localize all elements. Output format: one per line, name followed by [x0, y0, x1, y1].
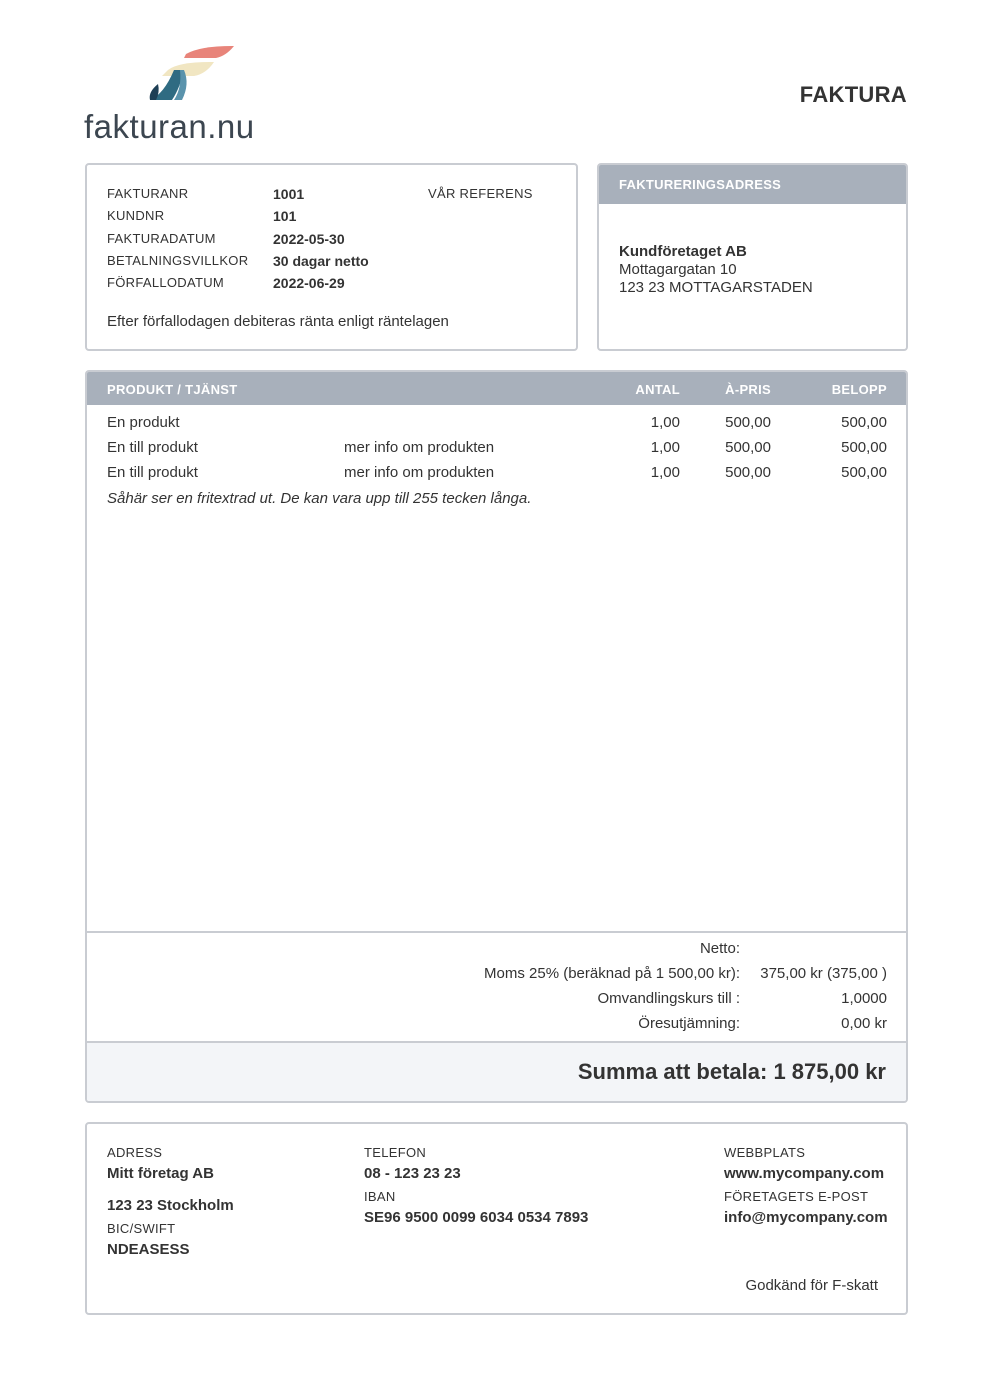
item-amount: 500,00	[841, 464, 887, 481]
summary-value-rounding: 0,00 kr	[841, 1015, 887, 1032]
company-logo	[84, 44, 284, 148]
item-qty: 1,00	[650, 414, 680, 431]
payment-terms: 30 dagar netto	[273, 253, 369, 269]
summary-label-vat: Moms 25% (beräknad på 1 500,00 kr):	[484, 965, 740, 982]
summary-label-netto: Netto:	[699, 940, 740, 957]
item-qty: 1,00	[650, 439, 680, 456]
item-unit-price: 500,00	[725, 464, 771, 481]
footer-company: Mitt företag AB	[107, 1165, 214, 1182]
invoice-number: 1001	[273, 186, 305, 202]
field-label: FÖRFALLODATUM	[107, 275, 225, 290]
item-name: En till produkt	[107, 464, 198, 481]
item-name: En produkt	[107, 414, 180, 431]
column-header-product: PRODUKT / TJÄNST	[107, 382, 238, 397]
summary-value-vat: 375,00 kr (375,00 )	[760, 965, 887, 982]
billing-street: Mottagargatan 10	[619, 261, 737, 278]
summary-divider	[87, 931, 906, 933]
total-band	[87, 1041, 906, 1103]
field-label: FAKTURADATUM	[107, 231, 216, 246]
item-unit-price: 500,00	[725, 414, 771, 431]
summary-label-rounding: Öresutjämning:	[638, 1015, 740, 1032]
table-row	[87, 464, 906, 489]
line-items-panel	[85, 370, 908, 1103]
table-row	[87, 439, 906, 464]
footer-web: www.mycompany.com	[724, 1165, 885, 1182]
interest-note: Efter förfallodagen debiteras ränta enligt räntelagen	[107, 313, 449, 330]
item-info: mer info om produkten	[344, 439, 495, 456]
reference-label: VÅR REFERENS	[428, 186, 533, 201]
free-text-row: Såhär ser en fritextrad ut. De kan vara upp till 255 tecken långa.	[107, 490, 532, 507]
f-tax-note: Godkänd för F-skatt	[745, 1277, 878, 1294]
footer-iban-label: IBAN	[364, 1189, 396, 1204]
summary-value-exchange-rate: 1,0000	[841, 990, 887, 1007]
footer-email-label: FÖRETAGETS E-POST	[724, 1189, 869, 1204]
footer-phone-label: TELEFON	[364, 1145, 427, 1160]
customer-number: 101	[273, 208, 297, 224]
item-amount: 500,00	[841, 439, 887, 456]
billing-address-panel	[597, 163, 908, 351]
table-row	[87, 414, 906, 439]
column-header-amount: BELOPP	[831, 382, 887, 397]
footer-email: info@mycompany.com	[724, 1209, 888, 1226]
field-label: FAKTURANR	[107, 186, 189, 201]
items-table-header	[87, 372, 906, 405]
footer-bic: NDEASESS	[107, 1241, 190, 1258]
billing-company: Kundföretaget AB	[619, 243, 747, 260]
summary-label-exchange-rate: Omvandlingskurs till :	[597, 990, 740, 1007]
field-label: BETALNINGSVILLKOR	[107, 253, 249, 268]
column-header-unit-price: À-PRIS	[725, 382, 771, 397]
company-footer-panel	[85, 1122, 908, 1315]
field-label: KUNDNR	[107, 208, 165, 223]
footer-iban: SE96 9500 0099 6034 0534 7893	[364, 1209, 589, 1226]
invoice-info-panel	[85, 163, 578, 351]
column-header-qty: ANTAL	[635, 382, 680, 397]
logo-mark-icon	[144, 44, 304, 108]
item-unit-price: 500,00	[725, 439, 771, 456]
item-amount: 500,00	[841, 414, 887, 431]
item-qty: 1,00	[650, 464, 680, 481]
billing-address-header: FAKTURERINGSADRESS	[599, 165, 906, 204]
invoice-date: 2022-05-30	[273, 231, 345, 247]
billing-city: 123 23 MOTTAGARSTADEN	[619, 279, 813, 296]
footer-address-label: ADRESS	[107, 1145, 163, 1160]
logo-wordmark: fakturan.nu	[84, 108, 255, 145]
document-title: FAKTURA	[799, 82, 907, 107]
item-name: En till produkt	[107, 439, 198, 456]
due-date: 2022-06-29	[273, 275, 345, 291]
footer-web-label: WEBBPLATS	[724, 1145, 806, 1160]
item-info: mer info om produkten	[344, 464, 495, 481]
footer-bic-label: BIC/SWIFT	[107, 1221, 176, 1236]
footer-city: 123 23 Stockholm	[107, 1197, 234, 1214]
total-amount: Summa att betala: 1 875,00 kr	[577, 1059, 886, 1084]
footer-phone: 08 - 123 23 23	[364, 1165, 461, 1182]
